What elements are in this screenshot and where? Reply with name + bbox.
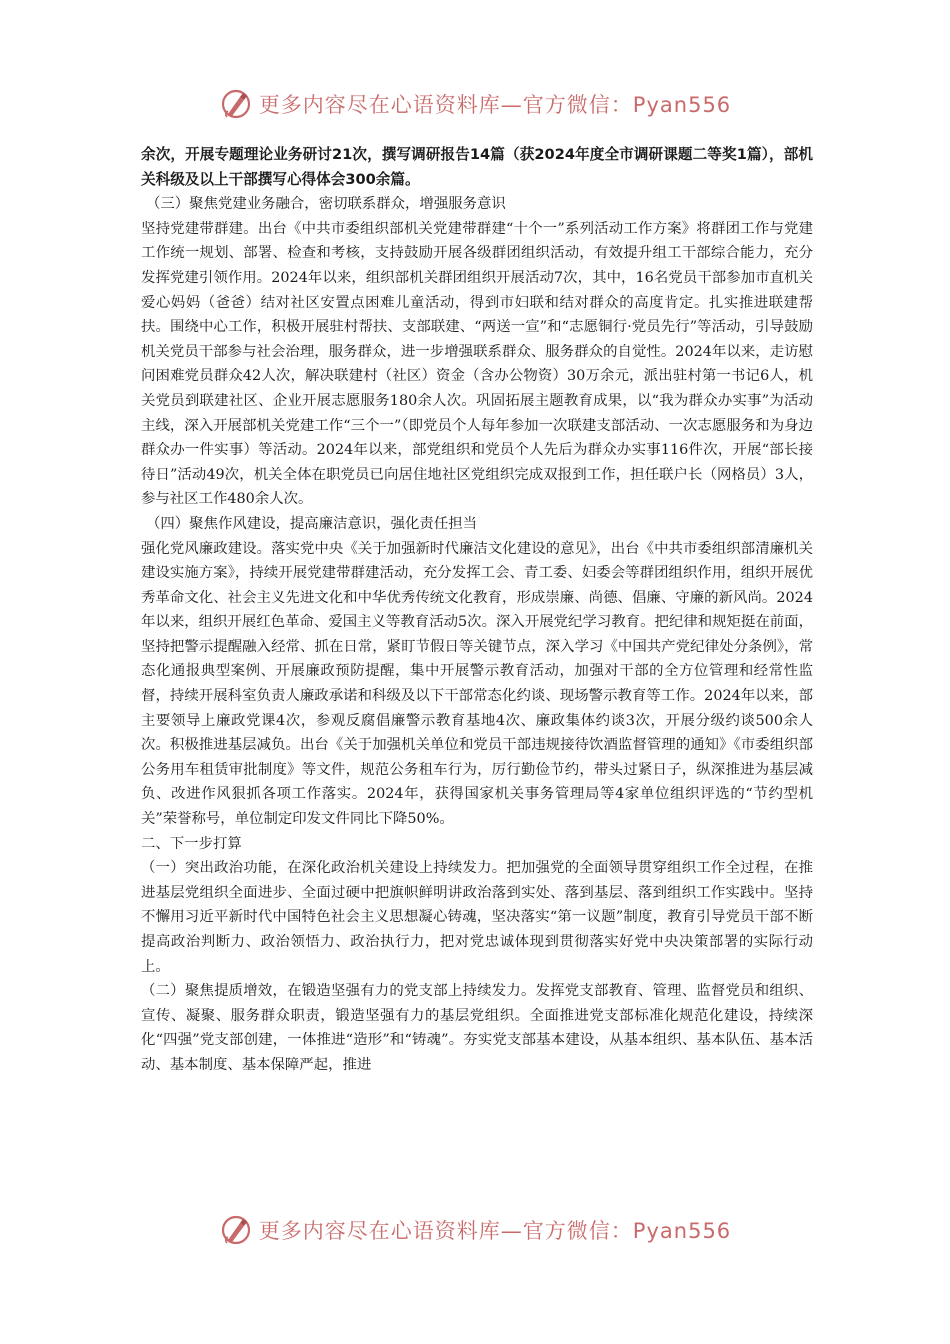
paragraph-plan-2: （二）聚焦提质增效，在锻造坚强有力的党支部上持续发力。发挥党支部教育、管理、监督党员和组织、宣传、凝聚、服务群众职责，锻造坚强有力的基层党组织。全面推进党支部标准化规范化建设，持续深化“四强”党支部创建，一体推进“造形”和“铸魂”。夯实党支部基本建设，从基本组织、基本队伍、基本活动、基本制度、基本保障严起，推进 bbox=[141, 983, 813, 1073]
section-heading-next-steps: 二、下一步打算 bbox=[141, 835, 242, 852]
section-heading-4: （四）聚焦作风建设，提高廉洁意识，强化责任担当 bbox=[146, 515, 477, 532]
footer-watermark bbox=[0, 1210, 950, 1250]
pen-logo-icon bbox=[219, 87, 253, 121]
document-body bbox=[141, 143, 813, 1078]
paragraph-party-building: 坚持党建带群建。出台《中共市委组织部机关党建带群建“十个一”系列活动工作方案》将群团工作与党建工作统一规划、部署、检查和考核，支持鼓励开展各级群团组织活动，有效提升组工干部综合能力，充分发挥党建引领作用。2024年以来，组织部机关群团组织开展活动7次，其中，16名党员干部参加市直机关爱心妈妈（爸爸）结对社区安置点困难儿童活动，得到市妇联和结对群众的高度肯定。扎实推进联建帮扶。围绕中心工作，积极开展驻村帮扶、支部联建、“两送一宣”和“志愿铜行·党员先行”等活动，引导鼓励机关党员干部参与社会治理，服务群众，进一步增强联系群众、服务群众的自觉性。2024年以来，走访慰问困难党员群众42人次，解决联建村（社区）资金（含办公物资）30万余元，派出驻村第一书记6人，机关党员到联建社区、企业开展志愿服务180余人次。巩固拓展主题教育成果，以“我为群众办实事”为活动主线，深入开展部机关党建工作“三个一”（即党员个人每年参加一次联建支部活动、一次志愿服务和为身边群众办一件实事）等活动。2024年以来，部党组织和党员个人先后为群众办实事116件次，开展“部长接待日”活动49次，机关全体在职党员已向居住地社区党组织完成双报到工作，担任联户长（网格员）3人，参与社区工作480余人次。 bbox=[141, 220, 813, 508]
paragraph-plan-1: （一）突出政治功能，在深化政治机关建设上持续发力。把加强党的全面领导贯穿组织工作全过程，在推进基层党组织全面进步、全面过硬中把旗帜鲜明讲政治落到实处、落到基层、落到组织工作实践中。坚持不懈用习近平新时代中国特色社会主义思想凝心铸魂，坚决落实“第一议题”制度，教育引导党员干部不断提高政治判断力、政治领悟力、政治执行力，把对党忠诚体现到贯彻落实好党中央决策部署的实际行动上。 bbox=[141, 860, 813, 975]
pen-logo-icon bbox=[219, 1213, 253, 1247]
paragraph-integrity: 强化党风廉政建设。落实党中央《关于加强新时代廉洁文化建设的意见》，出台《中共市委组织部清廉机关建设实施方案》，持续开展党建带群建活动，充分发挥工会、青工委、妇委会等群团组织作用，组织开展优秀革命文化、社会主义先进文化和中华优秀传统文化教育，形成崇廉、尚德、倡廉、守廉的新风尚。2024年以来，组织开展红色革命、爱国主义等教育活动5次。深入开展党纪学习教育。把纪律和规矩挺在前面，坚持把警示提醒融入经常、抓在日常，紧盯节假日等关键节点，深入学习《中国共产党纪律处分条例》，常态化通报典型案例、开展廉政预防提醒，集中开展警示教育活动，加强对干部的全方位管理和经常性监督，持续开展科室负责人廉政承诺和科级及以下干部常态化约谈、现场警示教育等工作。2024年以来，部主要领导上廉政党课4次，参观反腐倡廉警示教育基地4次、廉政集体约谈3次，开展分级约谈500余人次。积极推进基层减负。出台《关于加强机关单位和党员干部违规接待饮酒监督管理的通知》《市委组织部公务用车租赁审批制度》等文件，规范公务租车行为，厉行勤俭节约，带头过紧日子，纵深推进为基层减负、改进作风狠抓各项工作落实。2024年，获得国家机关事务管理局等4家单位组织评选的“节约型机关”荣誉称号，单位制定印发文件同比下降50%。 bbox=[141, 540, 813, 828]
section-heading-3: （三）聚焦党建业务融合，密切联系群众，增强服务意识 bbox=[146, 196, 506, 213]
watermark-text: 更多内容尽在心语资料库—官方微信：Pyan556 bbox=[258, 1219, 732, 1243]
header-watermark bbox=[0, 84, 950, 124]
watermark-text: 更多内容尽在心语资料库—官方微信：Pyan556 bbox=[258, 93, 732, 117]
paragraph-summary: 余次，开展专题理论业务研讨21次，撰写调研报告14篇（获2024年度全市调研课题二等奖1篇），部机关科级及以上干部撰写心得体会300余篇。 bbox=[141, 146, 813, 188]
